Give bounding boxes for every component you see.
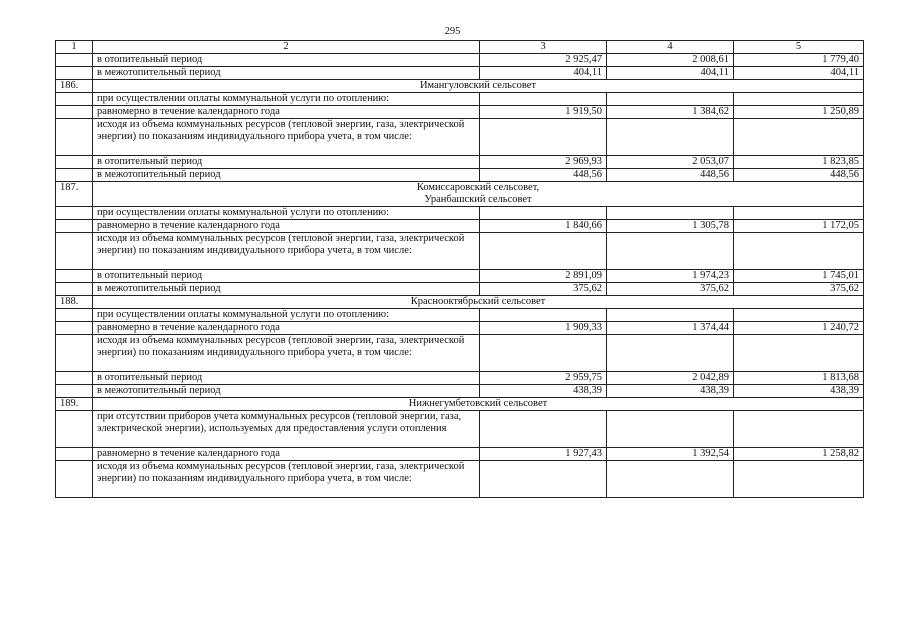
- row-number: [56, 220, 93, 233]
- group-header-row: [56, 182, 864, 207]
- value-v4: 404,11: [607, 67, 734, 80]
- value-v5: 438,39: [734, 385, 864, 398]
- value-v3: [480, 309, 607, 322]
- value-v4: 2 042,89: [607, 372, 734, 385]
- value-v4: 2 008,61: [607, 54, 734, 67]
- row-number: [56, 169, 93, 182]
- row-label: исходя из объема коммунальных ресурсов (тепловой энергии, газа, электрической энергии) по показаниям индивидуального прибора учета, в том числе:: [93, 461, 480, 498]
- value-v3: 1 840,66: [480, 220, 607, 233]
- value-v3: 375,62: [480, 283, 607, 296]
- value-v5: [734, 233, 864, 270]
- row-label: равномерно в течение календарного года: [93, 220, 480, 233]
- tariff-table: [55, 40, 864, 498]
- row-number: [56, 119, 93, 156]
- value-v5: 1 250,89: [734, 106, 864, 119]
- value-v5: 1 779,40: [734, 54, 864, 67]
- value-v5: 1 813,68: [734, 372, 864, 385]
- table-row: [56, 54, 864, 67]
- settlement-name-line-1: Нижнегумбетовский сельсовет: [408, 398, 548, 409]
- value-v5: [734, 461, 864, 498]
- page-number: 295: [444, 26, 461, 37]
- value-v5: 1 823,85: [734, 156, 864, 169]
- row-number: [56, 93, 93, 106]
- value-v4: [607, 335, 734, 372]
- value-v3: 448,56: [480, 169, 607, 182]
- table-row: [56, 207, 864, 220]
- table-row: [56, 220, 864, 233]
- table-row: [56, 411, 864, 448]
- row-label: в межотопительный период: [93, 169, 480, 182]
- row-label: при отсутствии приборов учета коммунальных ресурсов (тепловой энергии, газа, электрической энергии), используемых для предоставления услуги отопления: [93, 411, 480, 448]
- header-col-5: 5: [734, 41, 864, 54]
- row-number: [56, 106, 93, 119]
- value-v3: [480, 461, 607, 498]
- value-v4: [607, 411, 734, 448]
- row-number: [56, 335, 93, 372]
- value-v3: 2 959,75: [480, 372, 607, 385]
- value-v3: 404,11: [480, 67, 607, 80]
- row-label: в межотопительный период: [93, 67, 480, 80]
- row-label: равномерно в течение календарного года: [93, 322, 480, 335]
- value-v3: 1 927,43: [480, 448, 607, 461]
- value-v5: [734, 93, 864, 106]
- row-number: [56, 67, 93, 80]
- group-header-row: [56, 296, 864, 309]
- header-col-1: 1: [56, 41, 93, 54]
- row-label: в межотопительный период: [93, 385, 480, 398]
- value-v5: [734, 335, 864, 372]
- row-label: при осуществлении оплаты коммунальной услуги по отоплению:: [93, 93, 480, 106]
- settlement-name: [93, 80, 864, 93]
- value-v4: 2 053,07: [607, 156, 734, 169]
- row-label: исходя из объема коммунальных ресурсов (тепловой энергии, газа, электрической энергии) по показаниям индивидуального прибора учета, в том числе:: [93, 233, 480, 270]
- row-number: 186.: [56, 80, 93, 93]
- value-v3: 2 969,93: [480, 156, 607, 169]
- value-v4: 375,62: [607, 283, 734, 296]
- value-v5: 1 240,72: [734, 322, 864, 335]
- row-label: в отопительный период: [93, 54, 480, 67]
- header-col-2: 2: [93, 41, 480, 54]
- value-v4: [607, 233, 734, 270]
- table-body: [56, 54, 864, 498]
- value-v4: [607, 93, 734, 106]
- value-v5: [734, 411, 864, 448]
- value-v3: [480, 233, 607, 270]
- table-row: [56, 372, 864, 385]
- value-v5: 404,11: [734, 67, 864, 80]
- settlement-name: [93, 398, 864, 411]
- row-number: [56, 322, 93, 335]
- value-v3: 1 919,50: [480, 106, 607, 119]
- row-number: [56, 54, 93, 67]
- row-number: [56, 385, 93, 398]
- row-label: при осуществлении оплаты коммунальной услуги по отоплению:: [93, 207, 480, 220]
- header-col-4: 4: [607, 41, 734, 54]
- value-v4: 1 974,23: [607, 270, 734, 283]
- row-number: 188.: [56, 296, 93, 309]
- row-number: [56, 448, 93, 461]
- table-row: [56, 233, 864, 270]
- value-v5: [734, 119, 864, 156]
- value-v3: [480, 207, 607, 220]
- table-row: [56, 385, 864, 398]
- table-row: [56, 448, 864, 461]
- value-v4: 448,56: [607, 169, 734, 182]
- value-v4: [607, 207, 734, 220]
- settlement-name: [93, 296, 864, 309]
- value-v3: 438,39: [480, 385, 607, 398]
- value-v3: 1 909,33: [480, 322, 607, 335]
- table-row: [56, 67, 864, 80]
- value-v3: [480, 93, 607, 106]
- row-number: [56, 372, 93, 385]
- value-v4: [607, 119, 734, 156]
- table-row: [56, 169, 864, 182]
- table-row: [56, 270, 864, 283]
- value-v5: 1 745,01: [734, 270, 864, 283]
- row-number: [56, 233, 93, 270]
- row-label: равномерно в течение календарного года: [93, 106, 480, 119]
- value-v3: [480, 335, 607, 372]
- value-v3: [480, 411, 607, 448]
- row-number: [56, 411, 93, 448]
- value-v5: [734, 207, 864, 220]
- row-number: [56, 461, 93, 498]
- row-label: в отопительный период: [93, 156, 480, 169]
- settlement-name-line-1: Комиссаровский сельсовет,: [416, 182, 540, 193]
- table-row: [56, 106, 864, 119]
- table-row: [56, 93, 864, 106]
- row-label: в отопительный период: [93, 270, 480, 283]
- settlement-name: [93, 182, 864, 207]
- row-number: [56, 270, 93, 283]
- header-col-3: 3: [480, 41, 607, 54]
- row-number: [56, 156, 93, 169]
- value-v5: [734, 309, 864, 322]
- row-number: [56, 309, 93, 322]
- value-v4: [607, 461, 734, 498]
- table-row: [56, 283, 864, 296]
- row-label: исходя из объема коммунальных ресурсов (тепловой энергии, газа, электрической энергии) по показаниям индивидуального прибора учета, в том числе:: [93, 119, 480, 156]
- value-v5: 1 258,82: [734, 448, 864, 461]
- table-row: [56, 119, 864, 156]
- settlement-name-line-2: Уранбашский сельсовет: [424, 194, 532, 205]
- group-header-row: [56, 80, 864, 93]
- value-v4: 438,39: [607, 385, 734, 398]
- settlement-name-line-1: Краснооктябрьский сельсовет: [410, 296, 546, 307]
- table-row: [56, 322, 864, 335]
- value-v3: 2 891,09: [480, 270, 607, 283]
- table-row: [56, 461, 864, 498]
- table-row: [56, 309, 864, 322]
- row-label: в межотопительный период: [93, 283, 480, 296]
- table-header-row: [56, 41, 864, 54]
- row-label: исходя из объема коммунальных ресурсов (тепловой энергии, газа, электрической энергии) по показаниям индивидуального прибора учета, в том числе:: [93, 335, 480, 372]
- row-number: 189.: [56, 398, 93, 411]
- value-v4: 1 305,78: [607, 220, 734, 233]
- row-label: в отопительный период: [93, 372, 480, 385]
- row-label: при осуществлении оплаты коммунальной услуги по отоплению:: [93, 309, 480, 322]
- table-row: [56, 335, 864, 372]
- value-v4: [607, 309, 734, 322]
- value-v4: 1 392,54: [607, 448, 734, 461]
- row-number: [56, 207, 93, 220]
- settlement-name-line-1: Имангуловский сельсовет: [419, 80, 537, 91]
- value-v3: [480, 119, 607, 156]
- value-v3: 2 925,47: [480, 54, 607, 67]
- table-row: [56, 156, 864, 169]
- value-v4: 1 384,62: [607, 106, 734, 119]
- value-v5: 1 172,05: [734, 220, 864, 233]
- row-number: 187.: [56, 182, 93, 207]
- row-number: [56, 283, 93, 296]
- group-header-row: [56, 398, 864, 411]
- row-label: равномерно в течение календарного года: [93, 448, 480, 461]
- value-v4: 1 374,44: [607, 322, 734, 335]
- value-v5: 448,56: [734, 169, 864, 182]
- value-v5: 375,62: [734, 283, 864, 296]
